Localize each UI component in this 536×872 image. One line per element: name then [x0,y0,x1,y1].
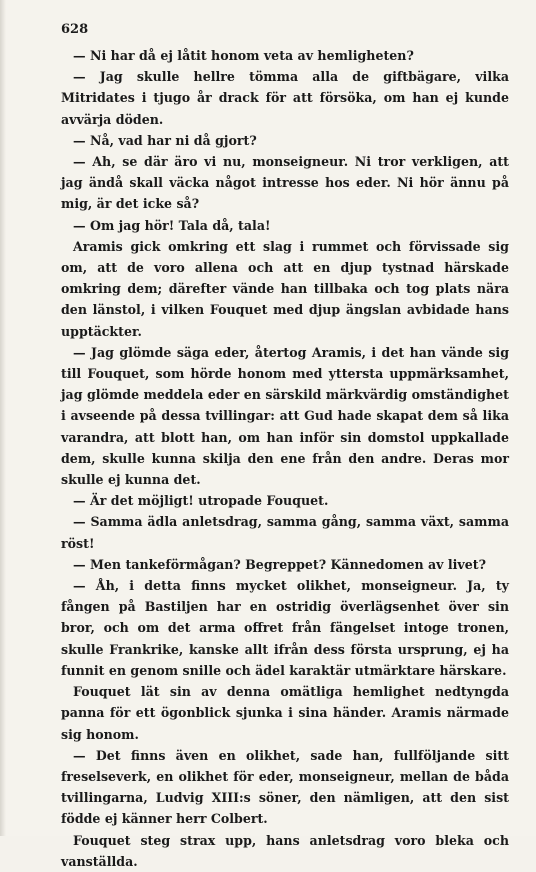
paragraph: — Jag glömde säga eder, återtog Aramis, i det han vände sig till Fouquet, som hörde honom med yttersta uppmärksamhet, jag glömde meddela eder en särskild märkvärdig omständighet i avseende på dessa tvillingar: att Gud hade skapat dem så lika varandra, att blott han, om han inför sin domstol uppkallade dem, skulle kunna skilja den ene från den andre. Deras mor skulle ej kunna det. [61,344,509,488]
page-edge-shadow [0,0,6,836]
page-number: 628 [61,22,89,37]
paragraph: — Men tankeförmågan? Begreppet? Kännedomen av livet? [73,556,486,572]
paragraph: — Ni har då ej låtit honom veta av hemligheten? [73,48,414,63]
paragraph: — Om jag hör! Tala då, tala! [73,217,271,233]
paragraph: — Ah, se där äro vi nu, monseigneur. Ni tror verkligen, att jag ändå skall väcka något intresse hos eder. Ni hör ännu på mig, är det icke så? [61,154,509,212]
paragraph: Aramis gick omkring ett slag i rummet och förvissade sig om, att de voro allena och att en djup tystnad härskade omkring dem; därefter vände han tillbaka och tog plats nära den länstol, i vilken Fouquet med djup ängslan avbidade hans upptäckter. [61,238,509,339]
paragraph: Fouquet steg strax upp, hans anletsdrag voro bleka och vanställda. [61,832,509,869]
paragraph: — Det finns även en olikhet, sade han, fullföljande sitt freselseverk, en olikhet för eder, monseigneur, mellan de båda tvillingarna, Ludvig XIII:s söner, den nämligen, att den sist födde ej känner herr Colbert. [61,747,509,827]
paragraph: — Är det möjligt! utropade Fouquet. [73,493,329,509]
paragraph: — Samma ädla anletsdrag, samma gång, samma växt, samma röst! [61,514,509,551]
paragraph: Fouquet lät sin av denna omätliga hemlighet nedtyngda panna för ett ögonblick sjunka i sina händer. Aramis närmade sig honom. [61,684,509,742]
paragraph: — Åh, i detta finns mycket olikhet, monseigneur. Ja, ty fången på Bastiljen har en ostridig överlägsenhet över sin bror, och om det arma offret från fängelset intoge tronen, skulle Frankrike, kanske allt ifrån dess första ursprung, ej ha funnit en genom snille och ädel karaktär utmärktare härskare. [61,578,509,678]
body-text [61,45,509,872]
paragraph: — Nå, vad har ni då gjort? [73,132,257,148]
paragraph: — Jag skulle hellre tömma alla de giftbägare, vilka Mitridates i tjugo år drack för att försöka, om han ej kunde avvärja döden. [61,69,509,127]
